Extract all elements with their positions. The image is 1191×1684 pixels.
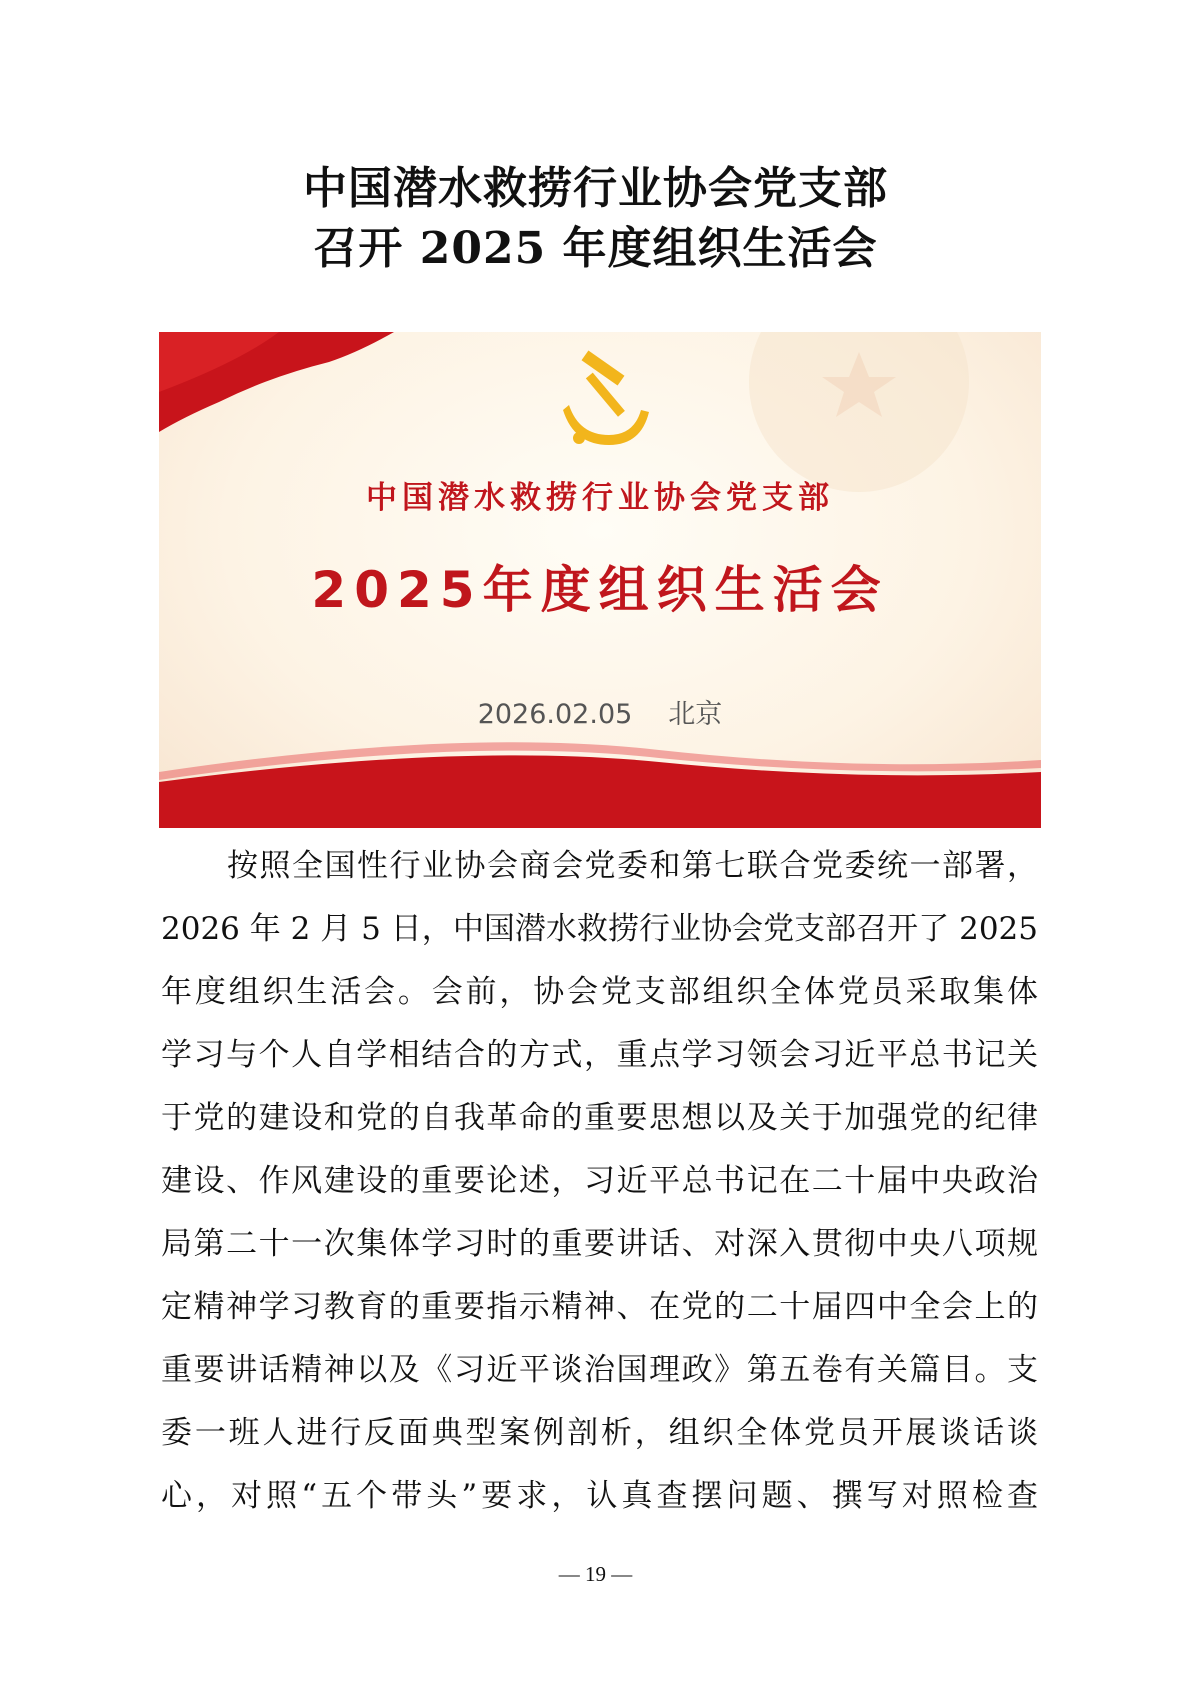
hammer-sickle-icon — [563, 350, 649, 445]
body-line: 年度组织生活会。会前，协会党支部组织全体党员采取集体 — [161, 974, 1038, 1010]
body-line: 学习与个人自学相结合的方式，重点学习领会习近平总书记关 — [161, 1037, 1038, 1073]
body-line: 委一班人进行反面典型案例剖析，组织全体党员开展谈话谈 — [161, 1415, 1038, 1451]
body-line: 定精神学习教育的重要指示精神、在党的二十届四中全会上的 — [161, 1289, 1038, 1325]
body-line: 重要讲话精神以及《习近平谈治国理政》第五卷有关篇目。支 — [161, 1352, 1038, 1388]
meeting-banner-image — [159, 332, 1041, 828]
banner-date-place — [159, 692, 1041, 731]
body-line: 建设、作风建设的重要论述，习近平总书记在二十届中央政治 — [161, 1163, 1038, 1199]
body-line: 局第二十一次集体学习时的重要讲话、对深入贯彻中央八项规 — [161, 1226, 1038, 1262]
body-line: 于党的建设和党的自我革命的重要思想以及关于加强党的纪律 — [161, 1100, 1038, 1136]
document-title-line-1: 中国潜水救捞行业协会党支部 — [303, 163, 888, 214]
banner-org-name: 中国潜水救捞行业协会党支部 — [366, 480, 834, 516]
document-title-line-2: 召开 2025 年度组织生活会 — [313, 223, 878, 274]
page-number: — 19 — — [558, 1562, 633, 1586]
body-line: 2026 年 2 月 5 日，中国潜水救捞行业协会党支部召开了 2025 — [161, 911, 1038, 947]
body-line: 心，对照“五个带头”要求，认真查摆问题、撰写对照检查 — [161, 1478, 1038, 1514]
banner-place: 北京 — [668, 699, 723, 730]
banner-meeting-title: 2025年度组织生活会 — [311, 561, 889, 619]
banner-date: 2026.02.05 — [477, 699, 633, 730]
body-line: 按照全国性行业协会商会党委和第七联合党委统一部署， — [227, 848, 1038, 884]
body-paragraph — [161, 846, 1038, 1539]
